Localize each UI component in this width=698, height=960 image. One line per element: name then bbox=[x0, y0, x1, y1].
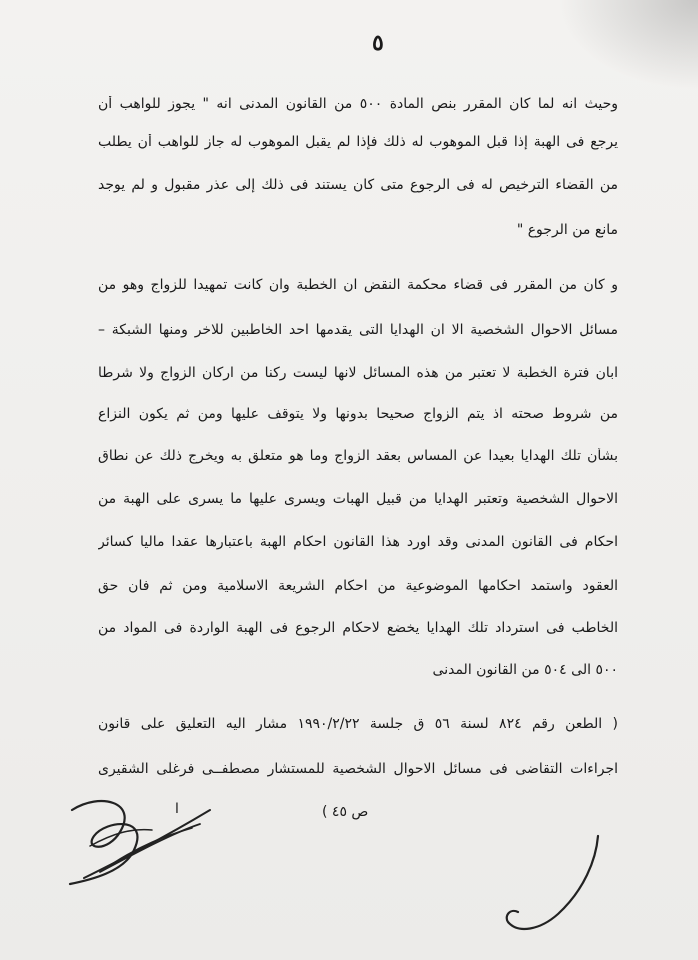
signature bbox=[60, 780, 220, 900]
paragraph2-line-6: الاحوال الشخصية وتعتبر الهدايا من قبيل الهبات ويسرى عليها ما يسرى على الهبة من bbox=[98, 491, 618, 507]
handwritten-stroke bbox=[500, 830, 610, 940]
citation-line-1: ( الطعن رقم ٨٢٤ لسنة ٥٦ ق جلسة ١٩٩٠/٢/٢٢ مشار اليه التعليق على قانون bbox=[98, 716, 618, 732]
citation-page-ref: ص ٤٥ ) bbox=[322, 804, 369, 820]
paragraph2-line-8: العقود واستمد احكامها الموضوعية من احكام الشريعة الاسلامية ومن ثم فان حق bbox=[98, 578, 618, 594]
paragraph2-line-2: مسائل الاحوال الشخصية الا ان الهدايا التى يقدمها احد الخاطبين للاخر ومنها الشبكة – bbox=[98, 322, 618, 338]
paragraph1-line-2: يرجع فى الهبة إذا قبل الموهوب له ذلك فإذا لم يقبل الموهوب له جاز للواهب أن يطلب bbox=[98, 134, 618, 150]
paragraph1-line-1: وحيث انه لما كان المقرر بنص المادة ٥٠٠ من القانون المدنى انه " يجوز للواهب أن bbox=[98, 96, 618, 112]
paragraph2-line-4: من شروط صحته اذ يتم الزواج صحيحا بدونها ولا يتوقف عليها ومن ثم يكون النزاع bbox=[98, 406, 618, 422]
scan-shadow bbox=[558, 0, 698, 90]
paragraph2-line-9: الخاطب فى استرداد تلك الهدايا يخضع لاحكام الرجوع فى الهبة الواردة فى المواد من bbox=[98, 620, 618, 636]
paragraph2-line-10: ٥٠٠ الى ٥٠٤ من القانون المدنى bbox=[432, 662, 618, 678]
margin-mark: ا bbox=[175, 801, 179, 817]
paragraph2-line-1: و كان من المقرر فى قضاء محكمة النقض ان الخطبة وان كانت تمهيدا للزواج وهو من bbox=[98, 277, 618, 293]
citation-line-2: اجراءات التقاضى فى مسائل الاحوال الشخصية للمستشار مصطفــى فرغلى الشقيرى bbox=[98, 761, 618, 777]
paragraph2-line-7: احكام فى القانون المدنى وقد اورد هذا القانون احكام الهبة باعتبارها عقدا ماليا كسائر bbox=[98, 534, 618, 550]
paragraph2-line-3: ابان فترة الخطبة لا تعتبر من هذه المسائل لانها ليست ركنا من اركان الزواج ولا شرطا bbox=[98, 365, 618, 381]
paragraph1-line-4: مانع من الرجوع " bbox=[516, 222, 618, 238]
paragraph2-line-5: بشأن تلك الهدايا بعيدا عن المساس بعقد الزواج وما هو متعلق به ويخرج ذلك عن نطاق bbox=[98, 448, 618, 464]
page-number: ٥ bbox=[372, 30, 384, 56]
paragraph1-line-3: من القضاء الترخيص له فى الرجوع متى كان يستند فى ذلك إلى عذر مقبول و لم يوجد bbox=[98, 177, 618, 193]
